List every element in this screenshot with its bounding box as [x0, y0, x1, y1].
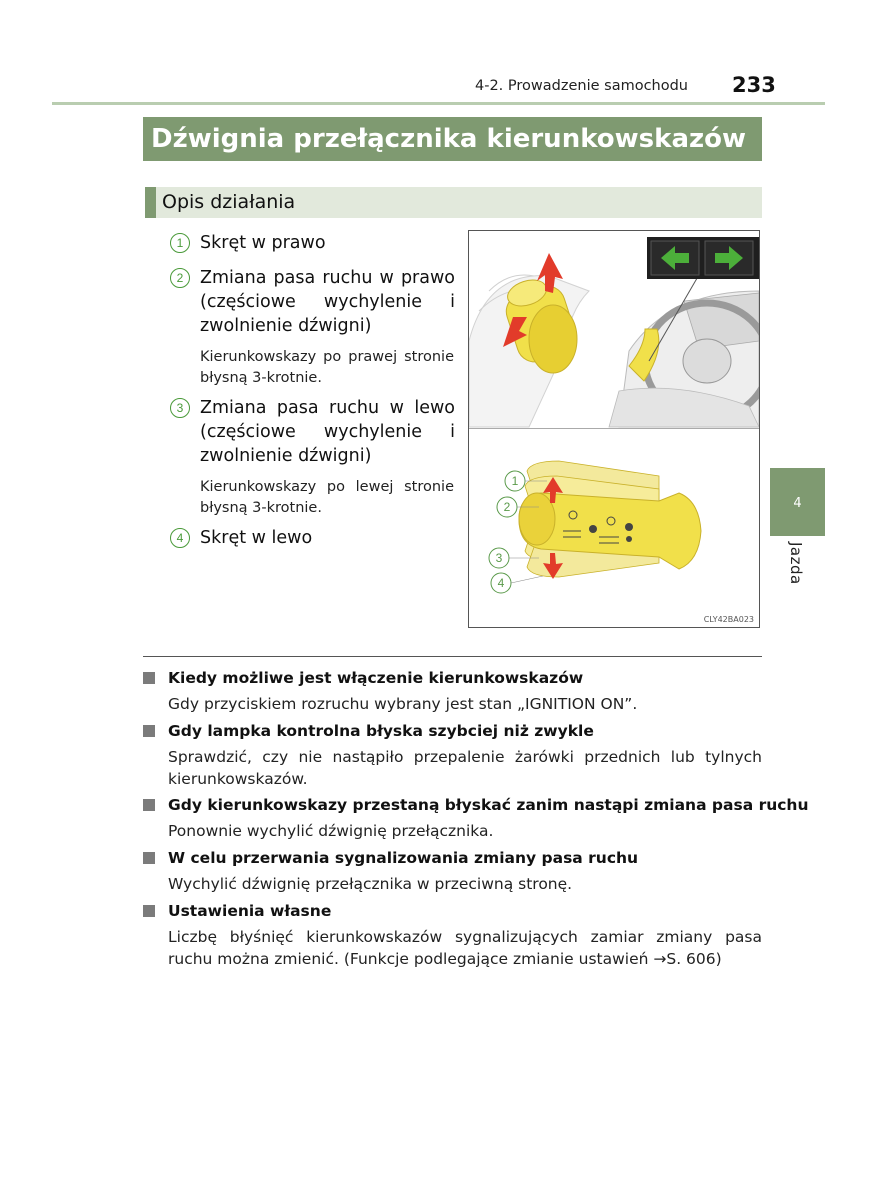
list-item-text: Skręt w lewo: [200, 528, 313, 548]
chapter-tab: [770, 468, 825, 536]
note-body: Wychylić dźwignię przełącznika w przeciwną stronę.: [168, 875, 573, 893]
square-bullet-icon: [143, 799, 155, 811]
page-title: Dźwignia przełącznika kierunkowskazów: [143, 117, 762, 161]
lever-stalk-illustration: [519, 461, 701, 577]
list-item-text: Zmiana pasa ruchu w lewo (częściowe wychylenie i zwolnienie dźwigni): [200, 398, 455, 466]
list-item-text: Zmiana pasa ruchu w prawo (częściowe wychylenie i zwolnienie dźwigni): [200, 268, 455, 336]
square-bullet-icon: [143, 852, 155, 864]
turn-signal-illustration: [469, 231, 759, 627]
header-divider: [52, 102, 825, 105]
square-bullet-icon: [143, 672, 155, 684]
chapter-tab-number: 4: [793, 496, 802, 511]
note-body: Gdy przyciskiem rozruchu wybrany jest stan „IGNITION ON”.: [168, 695, 638, 713]
callout-number: 3: [170, 398, 190, 418]
square-bullet-icon: [143, 905, 155, 917]
callout-number: 2: [170, 268, 190, 288]
figure-callout-2: 2: [503, 500, 511, 514]
square-bullet-icon: [143, 725, 155, 737]
figure-callout-3: 3: [495, 551, 503, 565]
note-body: Liczbę błyśnięć kierunkowskazów sygnalizujących zamiar zmiany pasa ruchu można zmienić. (Funkcje podlegające zmianie ustawień →S. 606): [168, 928, 762, 968]
page-number: 233: [732, 73, 776, 97]
list-item-text: Skręt w prawo: [200, 233, 326, 253]
header-section-title: 4-2. Prowadzenie samochodu: [475, 78, 688, 94]
list-item-note: Kierunkowskazy po lewej stronie błysną 3-krotnie.: [200, 479, 454, 516]
chapter-tab-label: Jazda: [787, 542, 805, 585]
notes-divider: [143, 656, 762, 657]
callout-number: 1: [170, 233, 190, 253]
note-body: Sprawdzić, czy nie nastąpiło przepalenie żarówki przednich lub tylnych kierunkowskazów.: [168, 748, 762, 788]
figure-divider: [469, 428, 759, 429]
note-body: Ponownie wychylić dźwignię przełącznika.: [168, 822, 494, 840]
list-item-note: Kierunkowskazy po prawej stronie błysną 3-krotnie.: [200, 349, 454, 386]
turn-signal-figure: [468, 230, 760, 628]
section-heading: Opis działania: [145, 187, 762, 218]
callout-circles: [489, 471, 525, 593]
callout-number: 4: [170, 528, 190, 548]
figure-code: CLY42BA023: [703, 615, 754, 624]
figure-callout-4: 4: [497, 576, 505, 590]
figure-callout-1: 1: [511, 474, 519, 488]
